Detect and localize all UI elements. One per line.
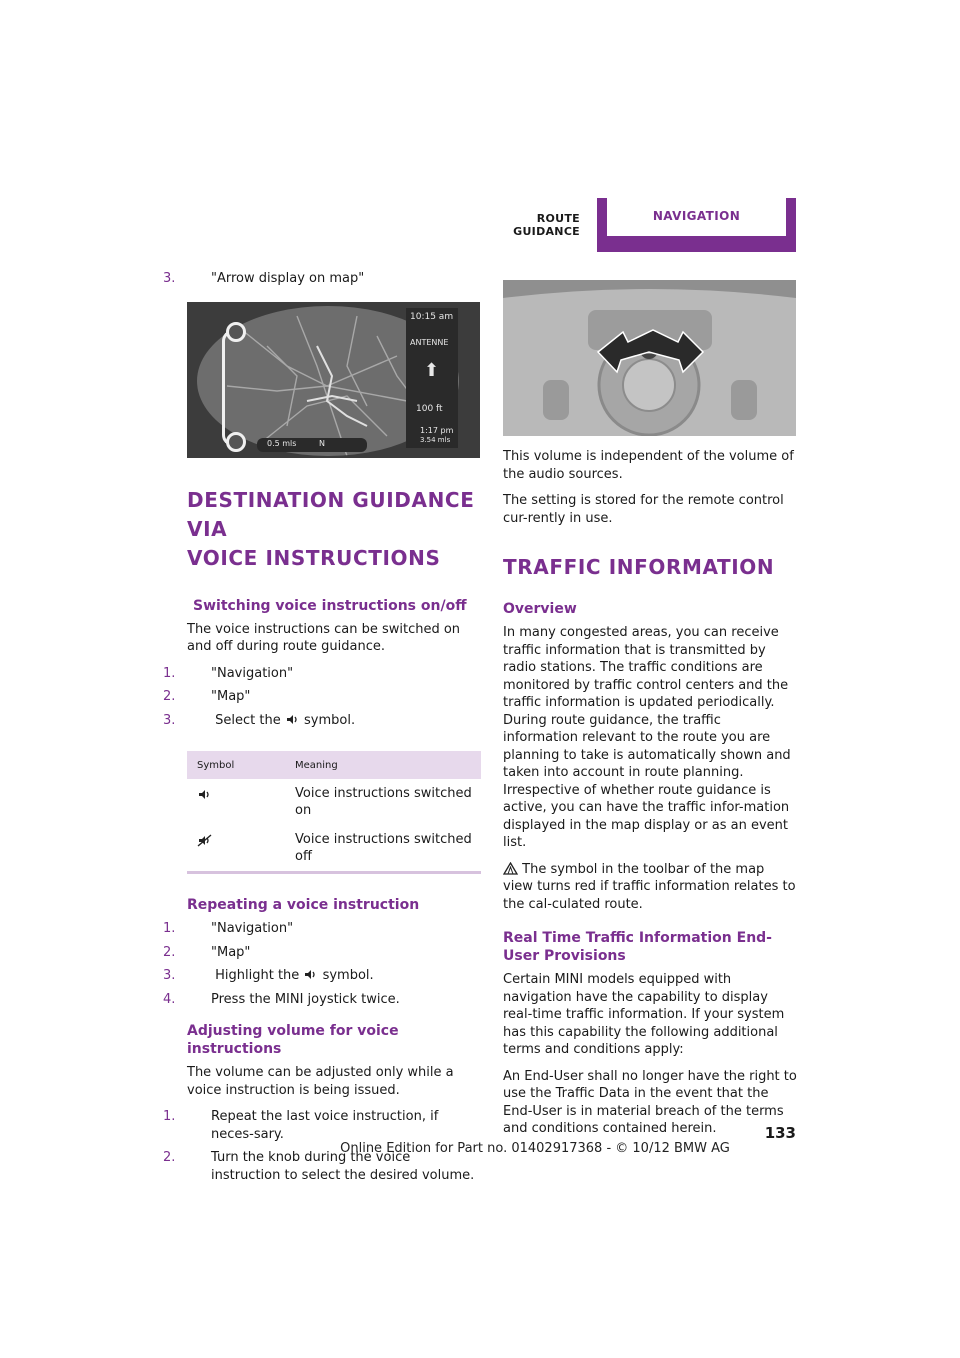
right-column xyxy=(503,270,797,1147)
repeat-step-4: 4. Press the MINI joystick twice. xyxy=(163,991,400,1007)
meaning-off: Voice instructions switched off xyxy=(295,832,472,864)
switch-step-3: 3. Select the symbol. xyxy=(163,712,356,728)
col-symbol: Symbol xyxy=(197,759,235,771)
voice-on-icon xyxy=(197,788,212,801)
table-row xyxy=(187,825,481,871)
col-meaning: Meaning xyxy=(295,759,338,771)
repeat-step-3: 3. Highlight the symbol. xyxy=(163,968,374,983)
map-time: 10:15 am xyxy=(410,311,454,322)
voice-on-icon xyxy=(303,968,318,981)
voice-on-icon xyxy=(285,713,300,726)
realtime-paragraph-1: Certain MINI models equipped with navigation have the capability to display real-time traffic information. If your system has this capability the following additional terms and conditions apply: xyxy=(503,972,785,1057)
map-distance: 100 ft xyxy=(416,403,443,414)
repeat-step-1: 1. "Navigation" xyxy=(163,921,294,936)
volume-independent: This volume is independent of the volume of the audio sources. xyxy=(503,449,794,482)
map-north: N xyxy=(319,438,325,448)
running-header-section: ROUTE GUIDANCE xyxy=(513,212,580,238)
table-row xyxy=(187,779,481,825)
table-header xyxy=(187,751,481,779)
toolbar-top-knob xyxy=(226,322,246,342)
volume-knob-photo xyxy=(503,280,796,436)
traffic-warning-icon xyxy=(503,862,518,875)
toolbar-bottom-knob xyxy=(226,432,246,452)
switch-step-2: 2. "Map" xyxy=(163,689,251,704)
repeat-step-2: 2. "Map" xyxy=(163,944,251,960)
chapter-tab-label: NAVIGATION xyxy=(652,209,741,223)
footer-edition: Online Edition for Part no. 01402917368 - © 10/12 BMW AG xyxy=(340,1141,730,1156)
voice-symbol-table xyxy=(187,751,481,874)
chapter-tab xyxy=(597,198,796,252)
realtime-paragraph-2: An End-User shall no longer have the right to use the Traffic Data in the event that the End-User is in material breach of the terms and conditions contained herein. xyxy=(503,1068,797,1136)
page-number: 133 xyxy=(764,1124,796,1142)
map-remaining: 3.54 mls xyxy=(420,435,451,444)
switch-intro: The voice instructions can be switched on and off during route guidance. xyxy=(187,621,461,654)
map-antenna: ANTENNE xyxy=(410,337,449,347)
left-column xyxy=(163,270,481,1190)
map-scale: 0.5 mls xyxy=(267,438,297,448)
volume-intro: The volume can be adjusted only while a voice instruction is being issued. xyxy=(187,1065,454,1098)
map-eta: 1:17 pm xyxy=(420,425,454,435)
meaning-on: Voice instructions switched on xyxy=(295,786,472,818)
turn-arrow-icon: ⬆ xyxy=(424,359,440,381)
map-display-photo xyxy=(187,302,480,458)
subheading-switch: Switching voice instructions on/off xyxy=(193,597,467,614)
volume-stored: The setting is stored for the remote control cur-rently in use. xyxy=(503,493,784,526)
map-info-panel xyxy=(406,308,458,448)
subheading-realtime: Real Time Traffic Information End-User Provisions xyxy=(503,930,772,964)
toolbar-arc xyxy=(222,330,233,446)
section-heading-traffic: TRAFFIC INFORMATION xyxy=(503,555,775,579)
arrow-display-step: 3. "Arrow display on map" xyxy=(163,271,365,286)
section-heading-voice: DESTINATION GUIDANCE VIA VOICE INSTRUCTIONS xyxy=(187,487,475,570)
switch-step-1: 1. "Navigation" xyxy=(163,665,294,681)
overview-paragraph: In many congested areas, you can receive traffic information that is transmitted by radio stations. The traffic conditions are monitored by traffic control centers and the traffic information is updated periodically. xyxy=(503,625,789,710)
toolbar-paragraph: The symbol in the toolbar of the map view turns red if traffic information relates to the cal-culated route. xyxy=(503,861,796,912)
map-scale-bar xyxy=(257,438,367,452)
volume-step-2: 2. Turn the knob during the voice instruction to select the desired volume. xyxy=(163,1150,475,1183)
overview-paragraph-2: During route guidance, the traffic information relevant to the route you are planning to take is automatically shown and taken into account in route planning. Irrespective of whether route guidance is active, you can have the traffic infor-mation displayed in the map display or as an event list. xyxy=(503,712,791,850)
subheading-repeat: Repeating a voice instruction xyxy=(187,897,420,913)
subheading-volume: Adjusting volume for voice instructions xyxy=(187,1023,399,1057)
volume-step-1: 1. Repeat the last voice instruction, if neces-sary. xyxy=(163,1109,439,1142)
dashboard-illustration xyxy=(503,280,796,436)
subheading-overview: Overview xyxy=(503,601,577,617)
voice-off-icon xyxy=(197,834,212,847)
